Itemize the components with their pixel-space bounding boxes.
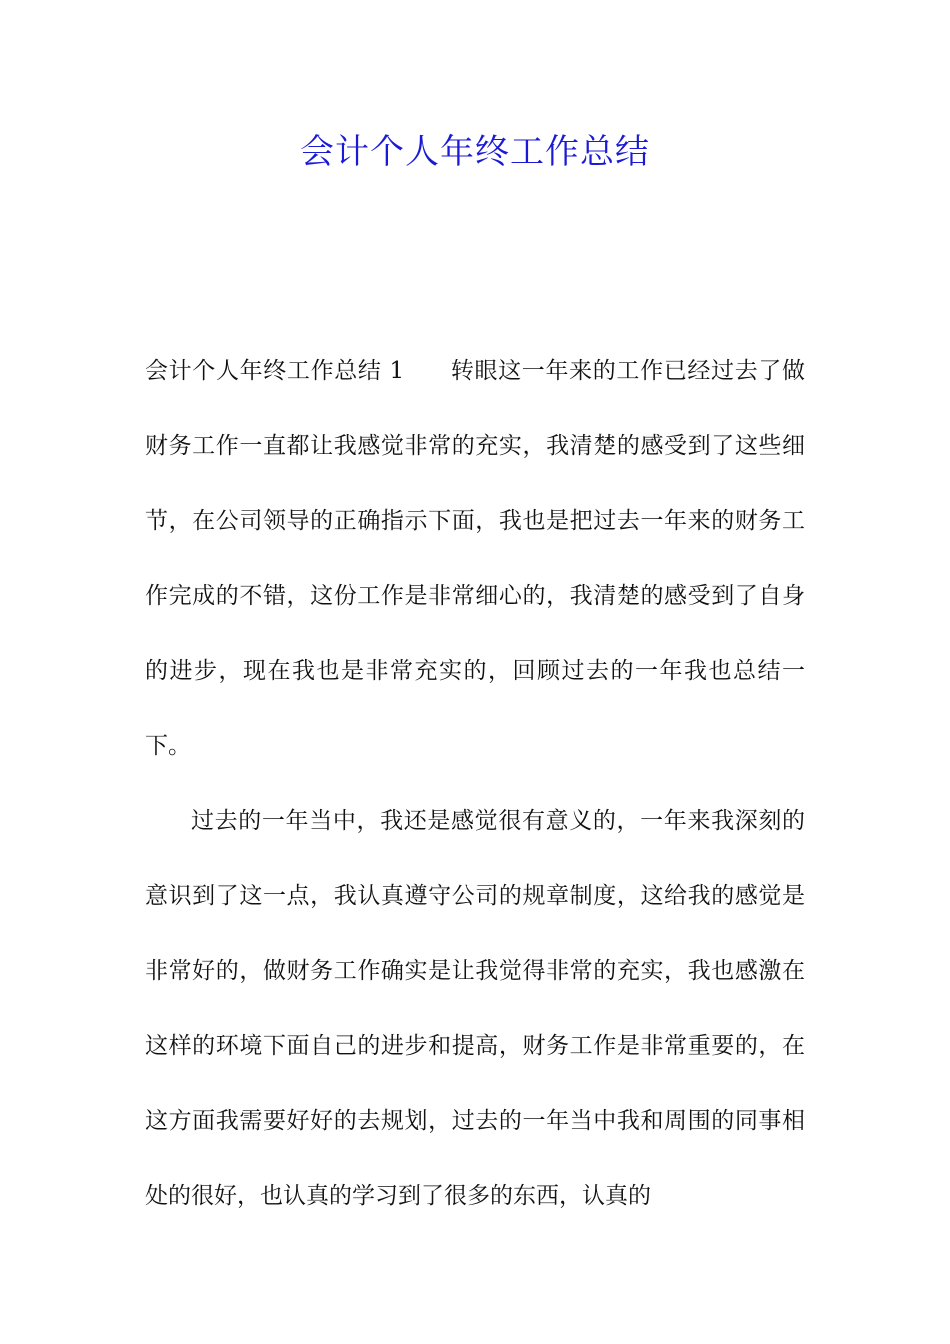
section-heading: 会计个人年终工作总结 1 <box>145 358 405 384</box>
paragraph-1-text: 转眼这一年来的工作已经过去了做财务工作一直都让我感觉非常的充实，我清楚的感受到了这些细节，在公司领导的正确指示下面，我也是把过去一年来的财务工作完成的不错，这份工作是非常细心的，我清楚的感受到了自身的进步，现在我也是非常充实的，回顾过去的一年我也总结一下。 <box>145 358 806 759</box>
paragraph-second: 过去的一年当中，我还是感觉很有意义的，一年来我深刻的意识到了这一点，我认真遵守公司的规章制度，这给我的感觉是非常好的，做财务工作确实是让我觉得非常的充实，我也感激在这样的环境下面自己的进步和提高，财务工作是非常重要的，在这方面我需要好好的去规划，过去的一年当中我和周围的同事相处的很好，也认真的学习到了很多的东西，认真的 <box>145 808 805 1209</box>
document-body <box>145 334 805 1234</box>
document-title: 会计个人年终工作总结 <box>300 132 650 172</box>
paragraph-first <box>145 334 805 784</box>
